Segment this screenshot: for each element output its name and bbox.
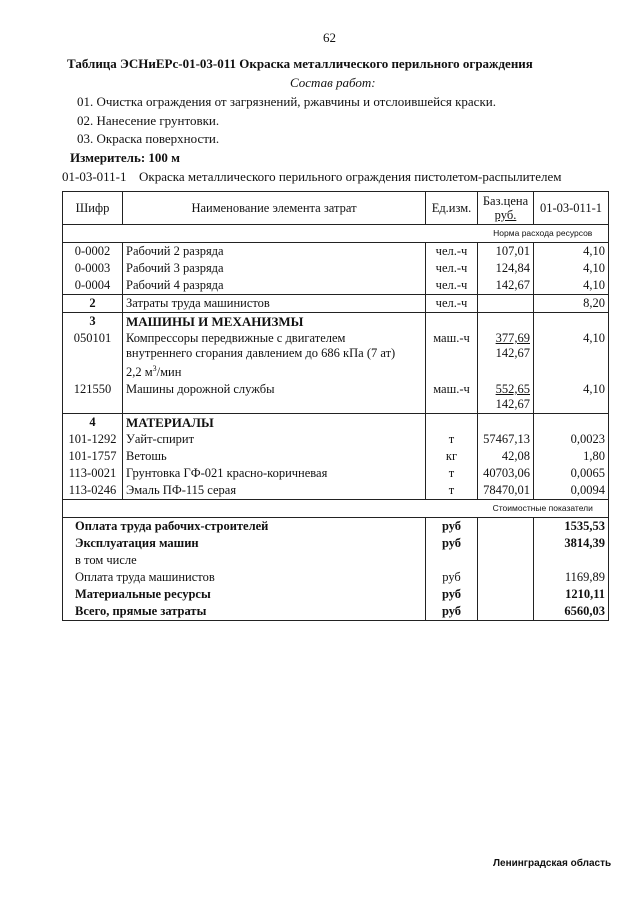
total-label: Материальные ресурсы [63, 586, 426, 603]
row-price: 124,84 [478, 260, 534, 277]
row-name: Рабочий 4 разряда [123, 277, 426, 295]
total-unit: руб [426, 569, 478, 586]
total-row [63, 603, 609, 621]
section-row [63, 414, 609, 432]
total-value: 1210,11 [534, 586, 609, 603]
table-row [63, 260, 609, 277]
resource-table [62, 191, 609, 621]
section-code: 4 [63, 414, 123, 432]
row-unit: чел.-ч [426, 260, 478, 277]
total-unit: руб [426, 535, 478, 552]
header-base-price: Баз.цена руб. [478, 192, 534, 225]
header-name: Наименование элемента затрат [123, 192, 426, 225]
subtitle-text: Окраска металлического перильного ограждения пистолетом-распылителем [139, 169, 562, 184]
row-code: 113-0246 [63, 482, 123, 500]
row-norm: 0,0023 [534, 431, 609, 448]
row-norm: 0,0094 [534, 482, 609, 500]
section-title: МАТЕРИАЛЫ [123, 414, 426, 432]
row-norm: 4,10 [534, 381, 609, 414]
table-title: Таблица ЭСНиЕРс-01-03-011 Окраска металлического перильного ограждения [67, 56, 533, 71]
row-norm: 8,20 [534, 295, 609, 313]
subtitle-code: 01-03-011-1 [62, 169, 127, 184]
row-price: 107,01 [478, 243, 534, 261]
row-name: Рабочий 2 разряда [123, 243, 426, 261]
row-unit: т [426, 465, 478, 482]
total-value [534, 552, 609, 569]
row-norm: 4,10 [534, 260, 609, 277]
row-code: 050101 [63, 330, 123, 381]
table-row [63, 465, 609, 482]
row-norm: 0,0065 [534, 465, 609, 482]
section-row [63, 313, 609, 331]
table-row [63, 448, 609, 465]
norm-label-row [63, 225, 609, 243]
cost-label-row [63, 500, 609, 518]
total-label: Эксплуатация машин [63, 535, 426, 552]
row-code: 2 [63, 295, 123, 313]
total-label: в том числе [63, 552, 426, 569]
row-code: 0-0003 [63, 260, 123, 277]
row-price: 142,67 [478, 277, 534, 295]
row-norm: 4,10 [534, 243, 609, 261]
row-name: Компрессоры передвижные с двигателем внутреннего сгорания давлением до 686 кПа (7 ат) 2,2 $м^3$/мин [123, 330, 426, 381]
row-price [478, 295, 534, 313]
row-name: Рабочий 3 разряда [123, 260, 426, 277]
total-row [63, 569, 609, 586]
row-name: Уайт-спирит [123, 431, 426, 448]
table-row [63, 277, 609, 295]
footer-region: Ленинградская область [493, 858, 612, 869]
total-value: 1535,53 [534, 518, 609, 536]
total-label: Оплата труда рабочих-строителей [63, 518, 426, 536]
row-unit: т [426, 431, 478, 448]
cost-label: Стоимостные показатели [478, 500, 609, 518]
row-price: 57467,13 [478, 431, 534, 448]
table-header-row [63, 192, 609, 225]
row-price: 78470,01 [478, 482, 534, 500]
table-row [63, 381, 609, 414]
total-row [63, 535, 609, 552]
norm-label: Норма расхода ресурсов [478, 225, 609, 243]
row-norm: 4,10 [534, 277, 609, 295]
row-unit: чел.-ч [426, 277, 478, 295]
measure-unit: Измеритель: 100 м [70, 150, 181, 165]
header-code: Шифр [63, 192, 123, 225]
header-rate-col: 01-03-011-1 [534, 192, 609, 225]
row-unit: кг [426, 448, 478, 465]
page-number: 62 [323, 30, 336, 45]
row-price: 552,65 142,67 [478, 381, 534, 414]
table-row [63, 482, 609, 500]
work-step: 03. Окраска поверхности. [77, 131, 220, 146]
total-unit: руб [426, 518, 478, 536]
header-unit: Ед.изм. [426, 192, 478, 225]
section-code: 3 [63, 313, 123, 331]
row-name: Машины дорожной службы [123, 381, 426, 414]
total-unit: руб [426, 603, 478, 621]
work-step: 01. Очистка ограждения от загрязнений, ржавчины и отслоившейся краски. [77, 94, 496, 109]
row-code: 101-1292 [63, 431, 123, 448]
row-price: 40703,06 [478, 465, 534, 482]
row-unit: т [426, 482, 478, 500]
total-value: 3814,39 [534, 535, 609, 552]
total-row [63, 518, 609, 536]
total-row [63, 586, 609, 603]
row-price: 377,69 142,67 [478, 330, 534, 381]
row-code: 113-0021 [63, 465, 123, 482]
table-row [63, 295, 609, 313]
total-unit [426, 552, 478, 569]
table-row [63, 243, 609, 261]
row-unit: чел.-ч [426, 243, 478, 261]
section-title: МАШИНЫ И МЕХАНИЗМЫ [123, 313, 426, 331]
total-row [63, 552, 609, 569]
row-name: Грунтовка ГФ-021 красно-коричневая [123, 465, 426, 482]
row-norm: 1,80 [534, 448, 609, 465]
row-name: Затраты труда машинистов [123, 295, 426, 313]
row-code: 121550 [63, 381, 123, 414]
row-unit: чел.-ч [426, 295, 478, 313]
table-row [63, 431, 609, 448]
total-value: 6560,03 [534, 603, 609, 621]
row-price: 42,08 [478, 448, 534, 465]
composition-heading: Состав работ: [290, 75, 376, 90]
total-unit: руб [426, 586, 478, 603]
row-name: Ветошь [123, 448, 426, 465]
total-label: Всего, прямые затраты [63, 603, 426, 621]
table-row [63, 330, 609, 381]
row-code: 101-1757 [63, 448, 123, 465]
row-unit: маш.-ч [426, 381, 478, 414]
row-code: 0-0004 [63, 277, 123, 295]
row-unit: маш.-ч [426, 330, 478, 381]
total-label: Оплата труда машинистов [63, 569, 426, 586]
row-norm: 4,10 [534, 330, 609, 381]
work-step: 02. Нанесение грунтовки. [77, 113, 220, 128]
row-code: 0-0002 [63, 243, 123, 261]
total-value: 1169,89 [534, 569, 609, 586]
row-name: Эмаль ПФ-115 серая [123, 482, 426, 500]
